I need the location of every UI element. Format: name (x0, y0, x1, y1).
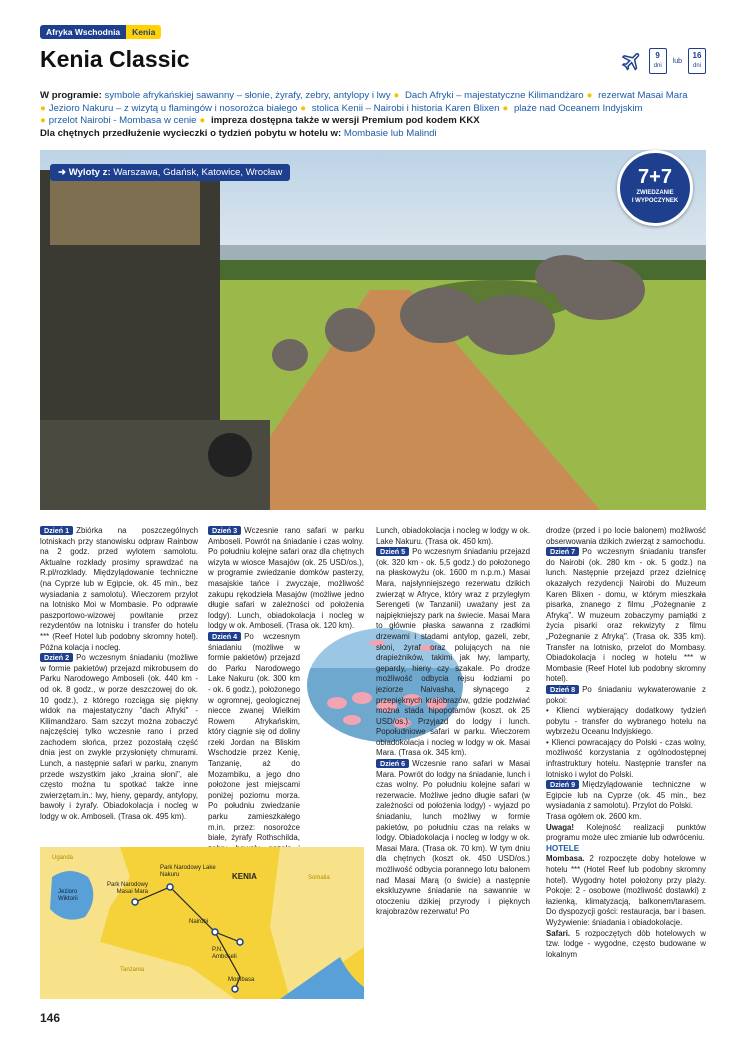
map-label-somalia: Somalia (308, 875, 330, 881)
day-2-label: Dzień 2 (40, 653, 73, 662)
nights-16-badge: 16 dni (688, 48, 706, 74)
plane-icon (621, 50, 643, 72)
day-6-label: Dzień 6 (376, 759, 409, 768)
itinerary-column-1: Dzień 1 Zbiórka na poszczególnych lotniskach przy stanowisku odpraw Rainbow na 2 godz. przed wylotem samolotu. Aktualne rozkłady prosimy sprawdzać na R.pl/rozklady. Międzylądowanie techniczne (na Cyprze lub w Egipcie, ok. 45 min., bez wysiadania z samolotu). Wieczorem przylot na lotnisko Moi w Mombasie. Po odprawie paszportowo-wizowej powitanie przez rezydentów na lotnisku i transfer do hotelu *** (Reef Hotel lub podobny skromny hotel). Późna kolacja i nocleg. Dzień 2 Po wczesnym śniadaniu (możliwe w formie pakietów) przejazd mikrobusem do Parku Narodowego Amboseli (ok. 440 km - od ok. 8 godz., w porze deszczowej do ok. 10 godz.), z którego rozciąga się piękny widok na majestatyczny "dach Afryki" - Kilimandżaro. Sam szczyt można zobaczyć najczęściej tylko wczesnie rano i przed zachodem słońca, przez pozostałą część dnia jest on zwykle przysłonięty chmurami. Lunch, a następnie safari w parku, znanym przede wszystkim jako „kraina słoni", ale często można tu spotkać także inne zwierzętam.in.: lwy, hieny, gepardy, antylopy, bawoły i żyrafy. Obiadokolacja i nocleg w lodgy w ok. Amboseli. (Trasa ok. 495 km). (40, 526, 198, 822)
breadcrumb-country[interactable]: Kenia (126, 25, 161, 39)
or-label: lub (672, 57, 682, 65)
map-label-nairobi: Nairobi (189, 919, 209, 925)
itinerary-column-2: Dzień 3 Wczesnie rano safari w parku Amboseli. Powrót na śniadanie i czas wolny. Po południu kolejne safari oraz dla chętnych wizyta w wiosce Masajów (ok. 25 USD/os.), w programie zwiedzanie domków pasterzy, masajskie tańce i zwyczaje, możliwość zakupu rękodzieła Masajów (możliwe jedno długie safari w zależności od położenia lodgy). Lunch, obiadokolacja i nocleg w lodgy w ok. Amboseli. (Trasa ok. 120 km). Dzień 4 Po wczesnym śniadaniu (możliwe w formie pakietów) przejazd do Parku Narodowego Lake Nakuru (ok. 300 km - ok. 6 godz.), położonego w ogromnej, geologicznej niecce zwanej Wielkim Rowem Afrykańskim, który ciągnie się od doliny rzeki Jordan na Bliskim Wschodzie przez Kenię, Tanzanię, aż do Mozambiku, a jego dno położone jest miejscami poniżej poziomu morza. Po południu zwiedzanie parku zamieszkałego m.in. przez: nosorożce białe, żyrafy Rothschilda, (208, 526, 364, 843)
breadcrumb-region[interactable]: Afryka Wschodnia (40, 25, 126, 39)
route-map (40, 847, 364, 999)
day-3-label: Dzień 3 (208, 526, 241, 535)
program-summary: W programie: symbole afrykańskiej sawanny – słonie, żyrafy, zebry, antylopy i lwy ● Dach Afryki – majestatyczne Kilimandżaro ● rezerwat Masai Mara ● Jezioro Nakuru – z wizytą u flamingów i nosorożca białego ● stolica Kenii – Nairobi i historia Karen Blixen ● plaże nad Oceanem Indyjskim ● przelot Nairobi - Mombasa w cenie ● impreza dostępna także w wersji Premium pod kodem KKX Dla chętnych przedłużenie wycieczki o tydzień pobytu w hotelu w: Mombasie lub Malindi (40, 90, 688, 139)
page-title: Kenia Classic (40, 46, 190, 72)
safari-photo (40, 150, 706, 510)
map-label-lake: Jezioro Wiktorii (58, 889, 78, 902)
map-label-masai: Park Narodowy Masai Mara (106, 882, 148, 895)
map-label-nakuru: Park Narodowy Lake Nakuru (160, 865, 216, 878)
tour-type-badge: 7+7 ZWIEDZANIE I WYPOCZYNEK (617, 150, 693, 226)
map-label-uganda: Uganda (52, 855, 74, 861)
hotels-heading: HOTELE (546, 843, 580, 853)
trip-length-icons (621, 48, 706, 74)
day-1-label: Dzień 1 (40, 526, 73, 535)
map-label-amboseli: P.N. Amboseli (212, 947, 237, 960)
page-number: 146 (40, 1011, 61, 1025)
itinerary-column-3: Lunch, obiadokolacja i nocleg w lodgy w ok. Lake Nakuru. (Trasa ok. 450 km). Dzień 5 Po wczesnym śniadaniu przejazd (ok. 320 km - ok. 5,5 godz.) do położonego na płaskowyżu (ok. 1600 m n.p.m.) Masai Mara, najsłynniejszego rezerwatu dzikich zwierząt w Afryce, który wraz z przyległym Serengeti (w Tanzanii) uważany jest za najpiękniejszy park na świecie. Masai Mara to głównie płaska sawanna z rzadkimi drzewami i stadami antylop, gazeli, zebr, słoni, żyraf oraz polujących na nie drapieżników, takimi jak lwy, lamparty, gepardy, hieny czy szakale. Po drodze możliwość odbycia rejsu łodziami po jeziorze Naivasha, słynącego z przepięknych krajobrazów, gdzie podziwiać można stada hipopotamów (koszt. ok 25 USD/os.). Przyjazd do lodgy i lunch. Popołudniowe safari w parku. Wieczorem obiadokolacja i nocleg w lodgy w ok. Masai Mara. (Trasa ok. 345 km). Dzień 6 Wczesnie rano safari w Masai Mara. Powrót do lodgy na śniadanie, lunch i czas wolny. Po południu kolejne safari w rezerwacie. Możliwe jedno długie safari (w zależności od położenia lodgy) - wyjazd po śniadaniu, lunch możliwy w formie pakietów, po południu czas na relaks w lodgy. Obiadokolacja i nocleg w lodgy w ok. Masai Mara. (Trasa ok. 70 km). W tym dniu dla chętnych (koszt ok. 450 USD/os.) możliwość odbycia porannego lotu balonem nad Masai Marą (o świcie) a następnie ekskluzywne śniadanie na sawannie w otoczeniu dzikiej przyrody i pięknych krajobrazów rezerwatu! Po (376, 526, 530, 917)
map-label-tanzania: Tanzania (120, 967, 145, 973)
map-label-country: KENIA (232, 872, 257, 881)
day-4-label: Dzień 4 (208, 632, 241, 641)
day-5-label: Dzień 5 (376, 547, 409, 556)
departures-tag: ➜ Wyloty z: Warszawa, Gdańsk, Katowice, Wrocław (50, 164, 290, 181)
day-7-label: Dzień 7 (546, 547, 579, 556)
day-8-label: Dzień 8 (546, 685, 579, 694)
nights-9-badge: 9 dni (649, 48, 667, 74)
day-9-label: Dzień 9 (546, 780, 579, 789)
itinerary-column-4: drodze (przed i po locie balonem) możliwość obserwowania dzikich zwierząt z samochodu. Dzień 7 Po wczesnym śniadaniu transfer do Nairobi (ok. 280 km - ok. 5 godz.) na lunch. Następnie przejazd przez dzielnicę okazałych rezydencji Nairobi do Muzeum Karen Blixen - domu, w którym mieszkała pisarka, znanego z filmu „Pożegnanie z Afryką". W muzeum zobaczymy pamiątki z życia pisarki oraz rekwizyty z filmu „Pożegnanie z Afryką". (Trasa ok. 335 km). Transfer na lotnisko, przelot do Mombasy. Obiadokolacja i nocleg w hotelu *** w Mombasie (Reef Hotel lub podobny skromny hotel). Dzień 8 Po śniadaniu wykwaterowanie z pokoi: • Klienci wybierający dodatkowy tydzień pobytu - transfer do wybranego hotelu na wybrzeżu Oceanu Indyjskiego. • Klienci powracający do Polski - czas wolny, możliwość korzystania z ogólnodostępnej infrastruktury hotelu. Następnie transfer na lotnisko i wylot do Polski. Dzień 9 Międzylądowanie techniczne w Egipcie lub na Cyprze (ok. 45 min., bez wysiadania z samolotu). Przylot do Polski. Trasa ogółem ok. 2600 km. Uwaga! Kolejność realizacji punktów programu może ulec zmianie lub odwróceniu. HOTELE Mombasa. 2 rozpoczęte doby hotelowe w hotelu *** (Hotel Reef lub podobny skromny hotel). Wygodny hotel położony przy plaży. Pokoje: 2 - osobowe (możliwość dostawki) z łazienką, klimatyzacją, balkonem/tarasem. Do dyspozycji gości: restauracja, bar i basen. Wyżywienie: śniadania i obiadokolacje. Safari. 5 rozpoczętych dób hotelowych w tzw. lodge - wygodne, często budowane w lokalnym (546, 526, 706, 959)
breadcrumb (40, 25, 161, 39)
map-label-mombasa: Mombasa (228, 977, 255, 983)
